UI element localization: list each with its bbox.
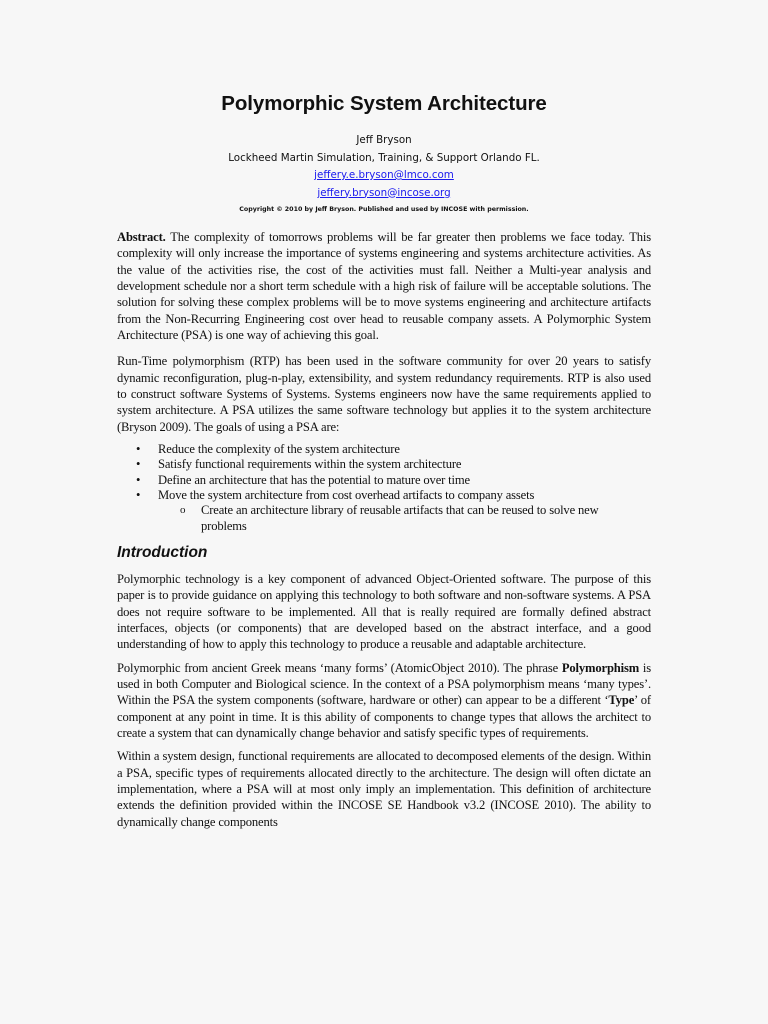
- paper-title: Polymorphic System Architecture: [221, 92, 547, 115]
- sub-goal-item: o Create an architecture library of reusable artifacts that can be reused to solve new problems: [180, 503, 599, 533]
- bullet-icon: •: [136, 442, 141, 457]
- bullet-icon: •: [136, 457, 141, 472]
- intro-paragraph-2: Polymorphic from ancient Greek means ‘many forms’ (AtomicObject 2010). The phrase Polymorphism is used in both Computer and Biological science. In the context of a PSA polymorphism means ‘many types’. Within the PSA the system components (software, hardware or other) can appear to be a different ‘Type’ of component at any point in time. It is this ability of components to change types that allows the architect to create a system that can dynamically change behavior and satisfy specific types of requirements.: [117, 660, 651, 740]
- goal-item: • Reduce the complexity of the system architecture: [136, 442, 400, 457]
- copyright-notice: Copyright © 2010 by Jeff Bryson. Published and used by INCOSE with permission.: [239, 206, 529, 213]
- author-name: Jeff Bryson: [356, 134, 412, 146]
- abstract-label: Abstract.: [117, 230, 166, 244]
- sub-bullet-icon: o: [180, 504, 186, 517]
- bullet-icon: •: [136, 472, 141, 487]
- abstract-text: The complexity of tomorrows problems will be far greater then problems we face today. This complexity will only increase the importance of systems engineering and systems architecture activities. As the value of the activities rise, the cost of the activities must fall. Neither a Multi-year analysis and development schedule nor a short term schedule with a high risk of failure will be acceptable solutions. The solution for solving these complex problems will be to move systems engineering and architecture artifacts from the Non-Recurring Engineering cost over head to reusable company assets. A Polymorphic System Architecture (PSA) is one way of achieving this goal.: [117, 230, 651, 343]
- author-affiliation: Lockheed Martin Simulation, Training, & Support Orlando FL.: [228, 151, 540, 164]
- email-link-incose[interactable]: jeffery.bryson@incose.org: [317, 186, 451, 199]
- bullet-icon: •: [136, 488, 141, 503]
- intro-paragraph-1: Polymorphic technology is a key component of advanced Object-Oriented software. The purpose of this paper is to provide guidance on applying this technology to both software and non-software systems. A PSA does not require software to be implemented. All that is really required are formally defined abstract interfaces, objects (or components) that are developed based on the abstract interface, and a good understanding of how to apply this technology to produce a reusable and adaptable architecture.: [117, 571, 651, 652]
- term-polymorphism: Polymorphism: [561, 660, 640, 675]
- goals-list: [117, 442, 651, 534]
- abstract-paragraph: [117, 229, 651, 343]
- document-content: [117, 92, 651, 837]
- goal-item: • Move the system architecture from cost overhead artifacts to company assets: [136, 488, 535, 503]
- goal-item: • Define an architecture that has the potential to mature over time: [136, 472, 470, 487]
- goal-item: • Satisfy functional requirements within the system architecture: [136, 457, 462, 472]
- email-link-lmco[interactable]: jeffery.e.bryson@lmco.com: [314, 169, 454, 181]
- section-heading-introduction: Introduction: [117, 543, 208, 561]
- term-type: Type: [608, 693, 635, 708]
- intro-paragraph-3: Within a system design, functional requirements are allocated to decomposed elements of the design. Within a PSA, specific types of requirements allocated directly to the architecture. The design will often dictate an implementation, where a PSA will at most only imply an implementation. This definition of architecture extends the definition provided within the INCOSE SE Handbook v3.2 (INCOSE 2010). The ability to dynamically change components: [117, 749, 651, 829]
- author-block: [117, 132, 651, 202]
- rtp-paragraph: Run-Time polymorphism (RTP) has been used in the software community for over 20 years to satisfy dynamic reconfiguration, plug-n-play, extensibility, and system redundancy requirements. RTP is also used to construct software Systems of Systems. Systems engineers now have the same requirements applied to system architecture. A PSA utilizes the same software technology but applies it to the system architecture (Bryson 2009). The goals of using a PSA are:: [117, 354, 651, 434]
